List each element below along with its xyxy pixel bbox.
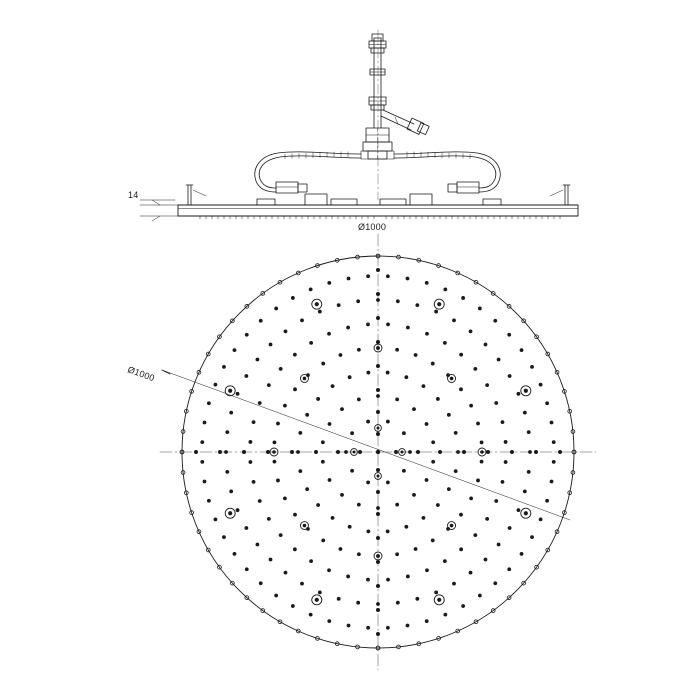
diameter-leader <box>162 370 570 520</box>
right-supply-hose <box>394 152 500 193</box>
label-thickness: 14 <box>128 190 139 200</box>
right-hose-fitting <box>457 182 479 193</box>
branch-outlet <box>381 110 429 135</box>
mounting-blocks <box>257 194 501 205</box>
pipe-top-fitting <box>369 34 386 53</box>
shower-plate-section <box>178 205 578 216</box>
pipe-collar-upper <box>370 69 385 75</box>
supply-pipe <box>374 38 381 128</box>
pipe-nut <box>369 97 386 110</box>
left-supply-hose <box>255 152 361 193</box>
side-elevation-group <box>140 30 578 221</box>
label-diameter-plan: Ø1000 <box>358 222 387 232</box>
thickness-dimension <box>140 200 178 221</box>
left-hose-fitting <box>276 182 298 193</box>
mixer-body <box>361 128 394 159</box>
label-diameter-leader: Ø1000 <box>126 364 157 384</box>
plan-view-group <box>160 234 596 670</box>
